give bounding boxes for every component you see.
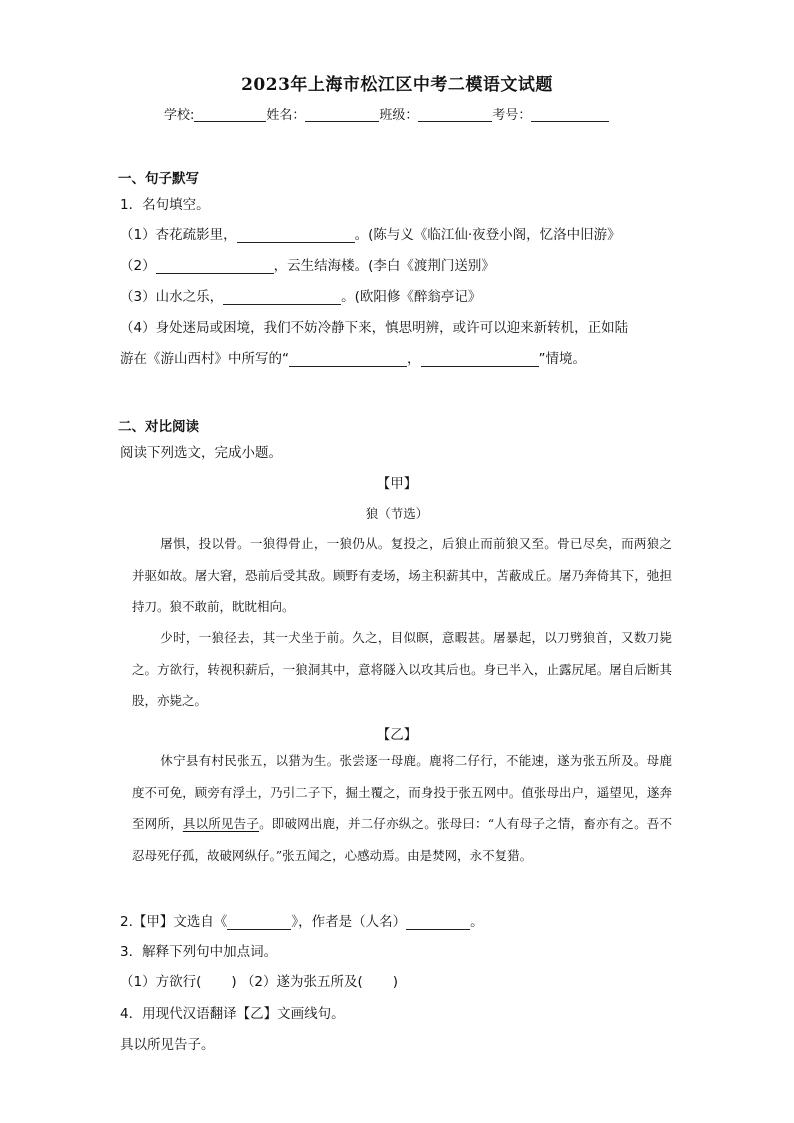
passage-jia-paragraph-1: 屠惧，投以骨。一狼得骨止，一狼仍从。复投之，后狼止而前狼又至。骨已尽矣，而两狼之并驱如故。屠大窘，恐前后受其敌。顾野有麦场，场主积薪其中，苫蔽成丘。屠乃奔倚其下，弛担持刀。狼不敢前，眈眈相向。 xyxy=(132,536,672,614)
question-2: 2.【甲】文选自《 》，作者是（人名） 。 xyxy=(120,914,484,930)
q2-blank-book[interactable] xyxy=(227,914,291,930)
section1-heading: 一、句子默写 xyxy=(118,171,199,187)
fill-item-1: （1）杏花疏影里， 。(陈与义《临江仙·夜登小阁，忆洛中旧游》 xyxy=(120,227,621,243)
q2-blank-author[interactable] xyxy=(406,914,470,930)
page-title: 2023年上海市松江区中考二模语文试题 xyxy=(241,75,553,95)
passage-yi-label: 【乙】 xyxy=(376,727,418,743)
question-1: 1．名句填空。 xyxy=(120,197,210,213)
passage-jia-subtitle: 狼（节选） xyxy=(365,506,429,521)
school-label: 学校: xyxy=(164,108,195,123)
fill-item-4-line2: 游在《游山西村》中所写的“ ， ”情境。 xyxy=(120,351,586,367)
class-label: 班级： xyxy=(379,108,419,123)
class-blank[interactable] xyxy=(418,107,492,122)
fill-blank-2[interactable] xyxy=(156,258,274,274)
passage-jia-paragraph-2: 少时，一狼径去，其一犬坐于前。久之，目似瞑，意暇甚。屠暴起，以刀劈狼首，又数刀毙之。方欲行，转视积薪后，一狼洞其中，意将隧入以攻其后也。身已半入，止露尻尾。屠自后断其股，亦毙之。 xyxy=(132,630,672,708)
fill-blank-4a[interactable] xyxy=(289,351,407,367)
underlined-sentence: 具以所见告子 xyxy=(182,816,260,831)
passage-jia-label: 【甲】 xyxy=(376,476,418,492)
name-blank[interactable] xyxy=(305,107,379,122)
question-4-sentence: 具以所见告子。 xyxy=(120,1037,215,1053)
name-label: 姓名： xyxy=(266,108,306,123)
exam-no-blank[interactable] xyxy=(531,107,609,122)
passage-yi-paragraph: 休宁县有村民张五，以猎为生。张尝逐一母鹿。鹿将二仔行，不能速，遂为张五所及。母鹿度不可免，顾旁有浮土，乃引二子下，掘土覆之，而身投于张五网中。值张母出户，遥望见，遂奔至网所，具以所见告子。即破网出鹿，并二仔亦纵之。张母曰：“人有母子之情，畜亦有之。吾不忍母死仔孤，故破网纵仔。”张五闻之，心感动焉。由是焚网，永不复猎。 xyxy=(132,753,672,863)
question-3: 3．解释下列句中加点词。 xyxy=(120,944,278,960)
fill-blank-1[interactable] xyxy=(237,227,355,243)
fill-blank-4b[interactable] xyxy=(421,351,539,367)
fill-item-4-line1: （4）身处迷局或困境，我们不妨冷静下来，慎思明辨，或许可以迎来新转机，正如陆 xyxy=(120,320,629,336)
section2-heading: 二、对比阅读 xyxy=(118,419,199,435)
fill-item-2: （2） ，云生结海楼。(李白《渡荆门送别》 xyxy=(120,258,495,274)
student-info-line xyxy=(164,104,609,123)
school-blank[interactable] xyxy=(194,107,266,122)
reading-intro: 阅读下列选文，完成小题。 xyxy=(120,445,282,461)
fill-item-3: （3）山水之乐， 。(欧阳修《醉翁亭记》 xyxy=(120,289,482,305)
question-3-items: （1）方欲行( ) （2）遂为张五所及( ) xyxy=(120,974,399,990)
exam-no-label: 考号： xyxy=(492,108,532,123)
fill-blank-3[interactable] xyxy=(223,289,341,305)
question-4: 4．用现代汉语翻译【乙】文画线句。 xyxy=(120,1006,345,1022)
